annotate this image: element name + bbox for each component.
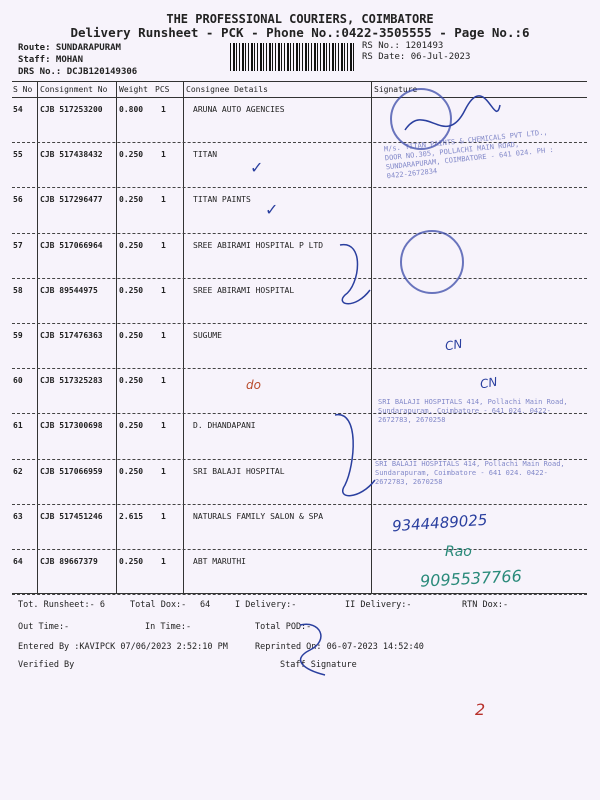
col-weight: Weight	[119, 85, 148, 94]
row-weight: 0.250	[119, 466, 144, 476]
row-sno: 61	[13, 421, 23, 431]
rtn-dox: RTN Dox:-	[462, 600, 509, 610]
tick-mark: ✓	[265, 200, 279, 219]
row-weight: 0.250	[119, 557, 144, 566]
handwritten-phone: 9344489025	[391, 510, 488, 536]
row-cons: CJB 517476363	[40, 331, 103, 340]
row-pcs: 1	[161, 105, 166, 114]
row-separator	[12, 278, 587, 279]
row-pcs: 1	[161, 240, 166, 250]
row-weight: 0.250	[119, 195, 144, 205]
row-pcs: 1	[161, 421, 166, 431]
row-weight: 2.615	[119, 511, 144, 521]
tot-runsheet: Tot. Runsheet:- 6	[18, 600, 105, 610]
row-sno: 60	[13, 376, 23, 386]
entered-by: Entered By :KAVIPCK 07/06/2023 2:52:10 PM	[18, 642, 228, 652]
runsheet-subtitle: Delivery Runsheet - PCK - Phone No.:0422-3505555 - Page No.:6	[70, 25, 530, 40]
hospital-stamp: SRI BALAJI HOSPITALS 414, Pollachi Main Road, Sundarapuram, Coimbatore - 641 024. 0422-2672783, 2670258	[378, 398, 568, 424]
reprinted-on: Reprinted On: 06-07-2023 14:52:40	[255, 642, 424, 652]
row-pcs: 1	[161, 150, 166, 160]
i-delivery: I Delivery:-	[235, 600, 297, 610]
row-separator	[12, 233, 587, 234]
row-consignee: TITAN PAINTS	[193, 195, 251, 205]
row-separator	[12, 504, 587, 505]
titan-paints-stamp: M/s. TITAN PAINTS & CHEMICALS PVT LTD., DOOR NO.305, POLLACHI MAIN ROAD, SUNDARAPURAM, COIMBATORE - 641 024. PH : 0422-2672834	[383, 128, 554, 181]
col-pcs: PCS	[155, 85, 170, 94]
handwritten-note: do	[246, 378, 261, 392]
row-weight: 0.800	[119, 105, 144, 114]
row-sno: 59	[13, 331, 23, 340]
row-separator	[12, 368, 587, 369]
col-sno: S No	[13, 85, 33, 94]
round-stamp	[400, 230, 464, 294]
row-sno: 57	[13, 240, 23, 250]
row-cons: CJB 517325283	[40, 376, 103, 386]
barcode	[230, 43, 356, 71]
rs-date: RS Date: 06-Jul-2023	[362, 52, 471, 62]
table-top-rule	[12, 81, 587, 82]
out-time: Out Time:-	[18, 622, 70, 632]
row-cons: CJB 517296477	[40, 195, 103, 205]
col-consignment: Consignment No	[40, 85, 108, 94]
row-separator	[12, 323, 587, 324]
row-cons: CJB 517438432	[40, 150, 103, 160]
handwritten-note: CN	[443, 336, 464, 354]
row-weight: 0.250	[119, 240, 144, 250]
row-pcs: 1	[161, 466, 166, 476]
row-pcs: 1	[161, 285, 166, 295]
row-cons: CJB 89667379	[40, 557, 98, 566]
row-pcs: 1	[161, 557, 166, 566]
row-consignee: D. DHANDAPANI	[193, 421, 256, 431]
route-label: Route: SUNDARAPURAM	[18, 43, 121, 53]
row-weight: 0.250	[119, 331, 144, 340]
handwritten-name: Rao	[445, 544, 472, 560]
row-sno: 55	[13, 150, 23, 160]
row-cons: CJB 517451246	[40, 511, 103, 521]
tick-mark: ✓	[250, 158, 264, 177]
row-separator	[12, 594, 587, 595]
col-signature: Signature	[374, 85, 418, 94]
staff-signature-scribble	[290, 615, 340, 685]
total-pod: Total POD:-	[255, 622, 312, 632]
row-cons: CJB 517066959	[40, 466, 103, 476]
staff-signature: Staff Signature	[280, 660, 357, 670]
page-handwritten-number: 2	[475, 700, 486, 719]
col-divider	[183, 81, 184, 593]
hospital-stamp: SRI BALAJI HOSPITALS 414, Pollachi Main Road, Sundarapuram, Coimbatore - 641 024. 0422-2672783, 2670258	[375, 460, 565, 486]
row-cons: CJB 517066964	[40, 240, 103, 250]
handwritten-phone: 9095537766	[419, 566, 523, 591]
row-pcs: 1	[161, 376, 166, 386]
ii-delivery: II Delivery:-	[345, 600, 412, 610]
row-sno: 56	[13, 195, 23, 205]
row-cons: CJB 89544975	[40, 285, 98, 295]
row-consignee: ABT MARUTHI	[193, 557, 246, 566]
row-sno: 58	[13, 285, 23, 295]
row-weight: 0.250	[119, 285, 144, 295]
row-sno: 62	[13, 466, 23, 476]
signature-scribble	[320, 405, 390, 505]
row-separator	[12, 549, 587, 550]
handwritten-note: CN	[478, 374, 499, 392]
total-dox-label: Total Dox:-	[130, 600, 187, 610]
table-bottom-rule	[12, 593, 587, 594]
row-weight: 0.250	[119, 376, 144, 386]
row-weight: 0.250	[119, 150, 144, 160]
drs-number: DRS No.: DCJB120149306	[18, 67, 138, 77]
staff-label: Staff: MOHAN	[18, 55, 84, 65]
col-consignee: Consignee Details	[186, 85, 268, 94]
row-consignee: TITAN	[193, 150, 218, 160]
row-pcs: 1	[161, 331, 166, 340]
total-dox-value: 64	[200, 600, 211, 610]
row-pcs: 1	[161, 511, 166, 521]
row-consignee: SRI BALAJI HOSPITAL	[193, 466, 285, 476]
runsheet-title: THE PROFESSIONAL COURIERS, COIMBATORE	[166, 12, 434, 26]
rs-number: RS No.: 1201493	[362, 41, 444, 51]
row-sno: 64	[13, 557, 23, 566]
row-consignee: SREE ABIRAMI HOSPITAL P LTD	[193, 240, 324, 250]
verified-by: Verified By	[18, 660, 75, 670]
row-consignee: ARUNA AUTO AGENCIES	[193, 105, 285, 114]
col-divider	[371, 81, 372, 593]
col-divider	[116, 81, 117, 593]
signature-scribble	[320, 235, 380, 315]
row-sno: 63	[13, 511, 23, 521]
row-cons: CJB 517253200	[40, 105, 103, 114]
row-consignee: SUGUME	[193, 331, 222, 340]
col-divider	[37, 81, 38, 593]
row-weight: 0.250	[119, 421, 144, 431]
row-consignee: SREE ABIRAMI HOSPITAL	[193, 285, 295, 295]
row-cons: CJB 517300698	[40, 421, 103, 431]
row-sno: 54	[13, 105, 23, 114]
row-pcs: 1	[161, 195, 166, 205]
row-consignee: NATURALS FAMILY SALON & SPA	[193, 511, 324, 521]
in-time: In Time:-	[145, 622, 192, 632]
row-separator	[12, 187, 587, 188]
